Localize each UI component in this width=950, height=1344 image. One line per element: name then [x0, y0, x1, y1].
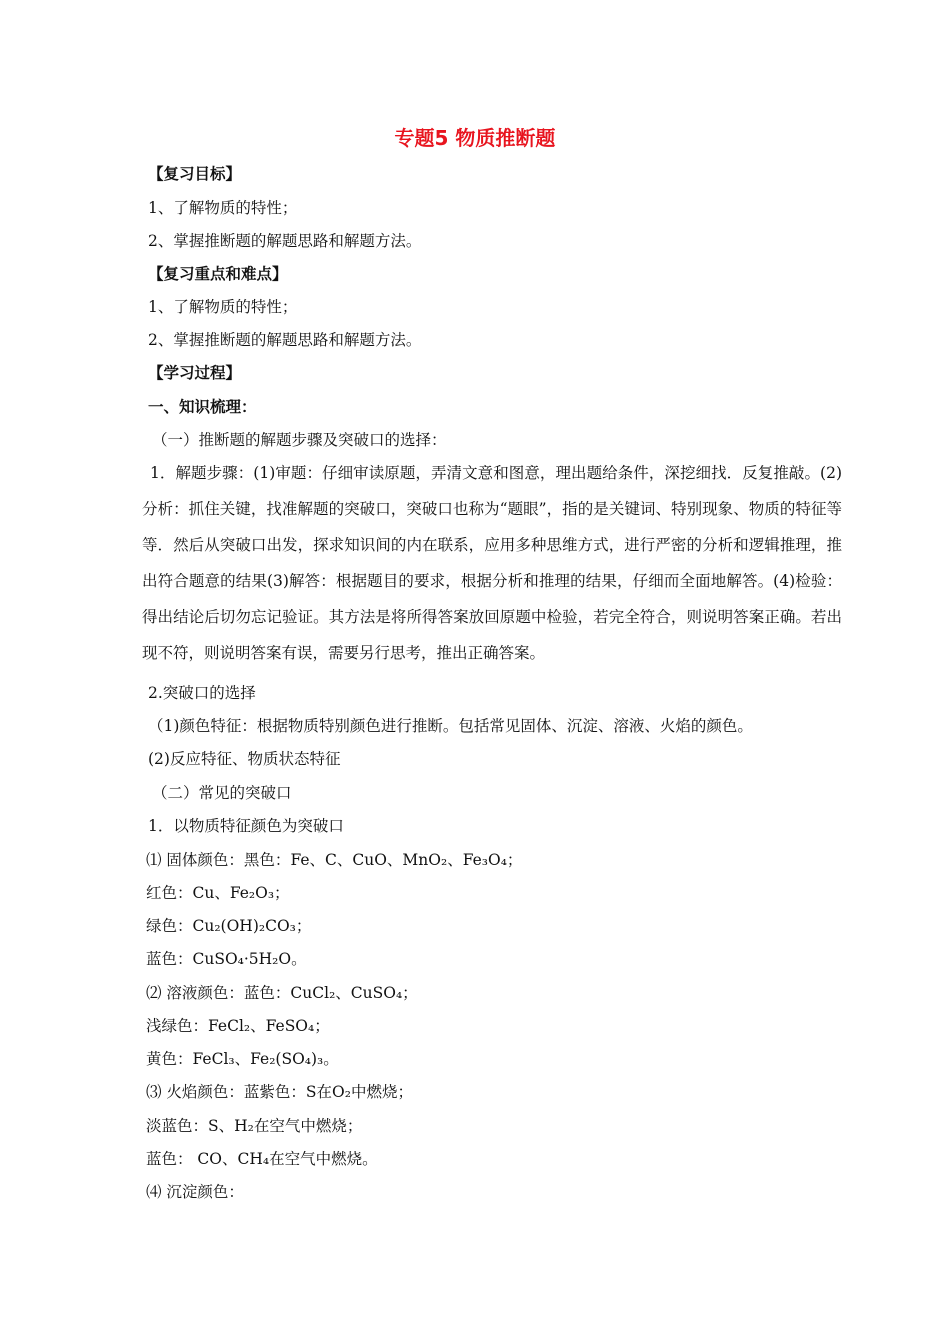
green-solids: 绿色：Cu₂(OH)₂CO₃； [146, 917, 312, 935]
goal-item-1: 1、了解物质的特性； [148, 199, 298, 217]
color-breakthrough-heading: 1．以物质特征颜色为突破口 [148, 817, 344, 835]
solving-steps-paragraph: 1．解题步骤：(1)审题：仔细审读原题，弄清文意和图意，理出题给条件，深挖细找．反复推敲。(2)分析：抓住关键，找准解题的突破口，突破口也称为“题眼”，指的是关键词、特别现象、物质的特征等等．然后从突破口出发，探求知识间的内在联系，应用多种思维方式，进行严密的分析和逻辑推理，推出符合题意的结果(3)解答：根据题目的要求，根据分析和推理的结果，仔细而全面地解答。(4)检验：得出结论后切勿忘记验证。其方法是将所得答案放回原题中检验，若完全符合，则说明答案正确。若出现不符，则说明答案有误，需要另行思考，推出正确答案。 [142, 464, 842, 662]
key-item-1: 1、了解物质的特性； [148, 298, 298, 316]
flame-color-line: ⑶ 火焰颜色：蓝紫色：S在O₂中燃烧； [146, 1083, 413, 1101]
goal-item-2: 2、掌握推断题的解题思路和解题方法。 [148, 232, 422, 250]
solution-color-line: ⑵ 溶液颜色：蓝色：CuCl₂、CuSO₄； [146, 984, 418, 1002]
breakthrough-color: （1)颜色特征：根据物质特别颜色进行推断。包括常见固体、沉淀、溶液、火焰的颜色。 [148, 717, 753, 735]
knowledge-heading: 一、知识梳理： [148, 398, 257, 416]
blue-flame: 蓝色： CO、CH₄在空气中燃烧。 [146, 1150, 378, 1168]
blue-solids: 蓝色：CuSO₄·5H₂O。 [146, 950, 307, 968]
light-green-solutions: 浅绿色：FeCl₂、FeSO₄； [146, 1017, 330, 1035]
page-title: 专题5 物质推断题 [394, 126, 556, 150]
solid-color-label: ⑴ 固体颜色：黑色： [146, 851, 291, 869]
subsection-1-heading: （一）推断题的解题步骤及突破口的选择： [152, 431, 447, 449]
breakthrough-reaction: (2)反应特征、物质状态特征 [148, 750, 341, 768]
yellow-solutions: 黄色：FeCl₃、Fe₂(SO₄)₃。 [146, 1050, 339, 1068]
precipitate-color-line: ⑷ 沉淀颜色： [146, 1183, 244, 1201]
solid-color-line [146, 850, 522, 870]
goals-heading: 【复习目标】 [148, 165, 242, 183]
red-solids: 红色：Cu、Fe₂O₃； [146, 884, 290, 902]
solid-black-list: Fe、C、CuO、MnO₂、Fe₃O₄； [290, 851, 523, 869]
process-heading: 【学习过程】 [148, 364, 242, 382]
key-points-heading: 【复习重点和难点】 [148, 265, 288, 283]
key-item-2: 2、掌握推断题的解题思路和解题方法。 [148, 331, 422, 349]
subsection-2-heading: （二）常见的突破口 [152, 784, 292, 802]
breakthrough-heading: 2.突破口的选择 [148, 684, 256, 702]
light-blue-flame: 淡蓝色：S、H₂在空气中燃烧； [146, 1117, 363, 1135]
